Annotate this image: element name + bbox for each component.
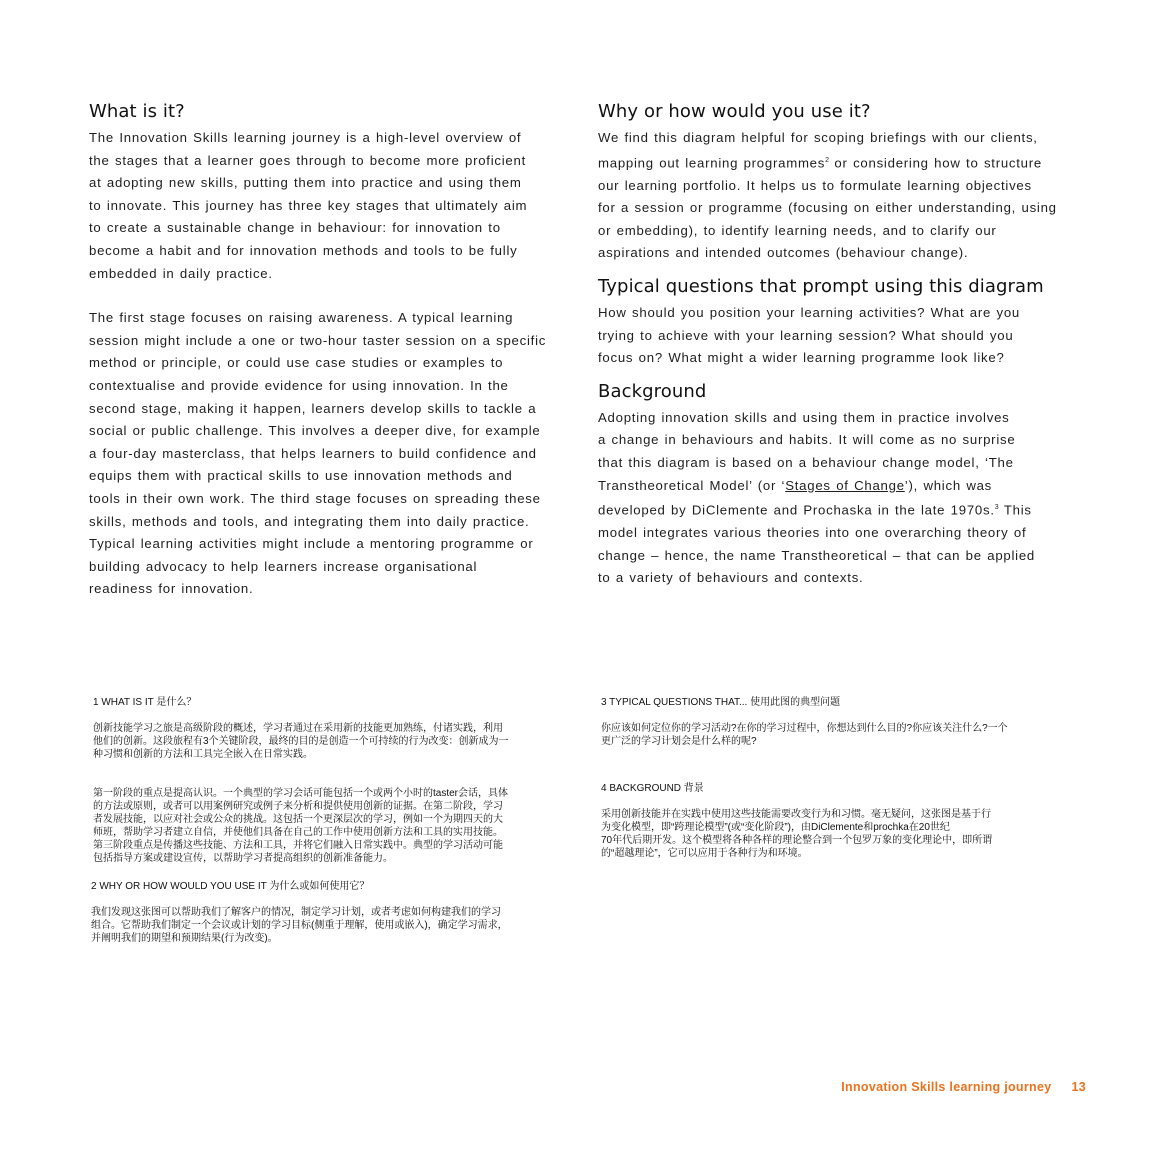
note-1-paragraph-2: 第一阶段的重点是提高认识。一个典型的学习会话可能包括一个或两个小时的taster会话，具体 的方法或原则，或者可以用案例研究或例子来分析和提供使用创新的证据。在第二阶段，学习 者发展技能，以应对社会或公众的挑战。这包括一个更深层次的学习，例如一个为期四天的大 师班，帮助学习者建立自信，并使他们具备在自己的工作中使用创新方法和工具的实用技能。 第三阶段重点是传播这些技能、方法和工具，并将它们融入日常实践中。典型的学习活动可能 包括指导方案或建设宣传，以帮助学习者提高组织的创新准备能力。	[93, 788, 509, 864]
why-use-text-b: or considering how to structure our learning portfolio. It helps us to formulate learning objectives for a session or programme (focusing on either understanding, using or embedding), to identify learning needs, and to clarify our aspirations and intended outcomes (behaviour change).	[598, 154, 1057, 261]
note-3-heading: 3 TYPICAL QUESTIONS THAT... 使用此图的典型问题	[601, 697, 841, 708]
note-4-paragraph: 采用创新技能并在实践中使用这些技能需要改变行为和习惯。毫无疑问，这张图是基于行 为变化模型，即“跨理论模型”(或“变化阶段”)，由DiClemente和prochka在20世纪 70年代后期开发。这个模型将各种各样的理论整合到一个包罗万象的变化理论中，即所谓 的“超越理论”，它可以应用于各种行为和环境。	[601, 809, 993, 859]
note-what-is-it	[93, 683, 563, 878]
what-is-it-paragraph-1: The Innovation Skills learning journey is a high-level overview of the stages that a learner goes through to become more proficient at adopting new skills, putting them into practice and using them to innovate. This journey has three key stages that ultimately aim to create a sustainable change in behaviour: for innovation to become a habit and for innovation methods and tools to be fully embedded in daily practice.	[89, 130, 528, 281]
background-heading: Background	[598, 380, 707, 402]
note-4-heading: 4 BACKGROUND 背景	[601, 783, 704, 794]
page-number: 13	[1071, 1080, 1086, 1094]
why-use-heading: Why or how would you use it?	[598, 101, 871, 122]
footnote-ref-2: 2	[825, 156, 830, 164]
what-is-it-heading: What is it?	[89, 101, 185, 122]
footer-title: Innovation Skills learning journey	[841, 1080, 1052, 1094]
note-2-heading: 2 WHY OR HOW WOULD YOU USE IT 为什么或如何使用它？	[91, 881, 370, 892]
note-typical-questions	[601, 683, 1061, 761]
left-column	[89, 100, 579, 601]
what-is-it-paragraph-2: The first stage focuses on raising awareness. A typical learning session might include a one or two-hour taster session on a specific method or principle, or could use case studies or examples to contextualise and provide evidence for using innovation. In the second stage, making it happen, learners develop skills to tackle a social or public challenge. This involves a deeper dive, for example a four-day masterclass, that helps learners to build confidence and equips them with practical skills to use innovation methods and tools in their own work. The third stage focuses on spreading these skills, methods and tools, and integrating them into daily practice. Typical learning activities might include a mentoring programme or building advocacy to help learners increase organisational readiness for innovation.	[89, 310, 547, 597]
note-1-heading: 1 WHAT IS IT 是什么？	[93, 697, 197, 708]
footnote-ref-3: 3	[994, 504, 999, 512]
background-text-b: ’), which was developed by DiClemente and Prochaska in the late 1970s.	[598, 477, 995, 518]
why-use-text-a: We find this diagram helpful for scoping briefings with our clients, mapping out learning programmes	[598, 130, 1038, 170]
stages-of-change-link[interactable]: Stages of Change	[785, 477, 905, 493]
note-background	[601, 769, 1061, 873]
why-use-paragraph	[598, 127, 1088, 265]
background-text-a: Adopting innovation skills and using them in practice involves a change in behaviours and habits. It will come as no surprise that this diagram is based on a behaviour change model, ‘The Transtheoretical Model’ (or ‘	[598, 409, 1016, 493]
note-1-paragraph-1: 创新技能学习之旅是高级阶段的概述，学习者通过在采用新的技能更加熟练，付诸实践，利用 他们的创新。这段旅程有3个关键阶段，最终的目的是创造一个可持续的行为改变：创新成为一 种习惯和创新的方法和工具完全嵌入在日常实践。	[93, 723, 509, 760]
note-2-paragraph: 我们发现这张图可以帮助我们了解客户的情况，制定学习计划，或者考虑如何构建我们的学习 组合。它帮助我们制定一个会议或计划的学习目标(侧重于理解，使用或嵌入)，确定学习需求， 并阐明我们的期望和预期结果(行为改变)。	[91, 907, 508, 944]
background-text-c: This model integrates various theories into one overarching theory of change – hence, the name Transtheoretical – that can be applied to a variety of behaviours and contexts.	[598, 502, 1036, 586]
note-3-paragraph: 你应该如何定位你的学习活动?在你的学习过程中，你想达到什么目的?你应该关注什么?一个 更广泛的学习计划会是什么样的呢?	[601, 723, 1008, 747]
right-column	[598, 100, 1088, 590]
note-why-use	[91, 867, 561, 958]
page-footer	[841, 1080, 1086, 1094]
typical-questions-paragraph: How should you position your learning activities? What are you trying to achieve with your learning session? What should you focus on? What might a wider learning programme look like?	[598, 304, 1021, 366]
typical-questions-heading: Typical questions that prompt using this diagram	[598, 275, 1044, 297]
background-paragraph	[598, 407, 1088, 590]
